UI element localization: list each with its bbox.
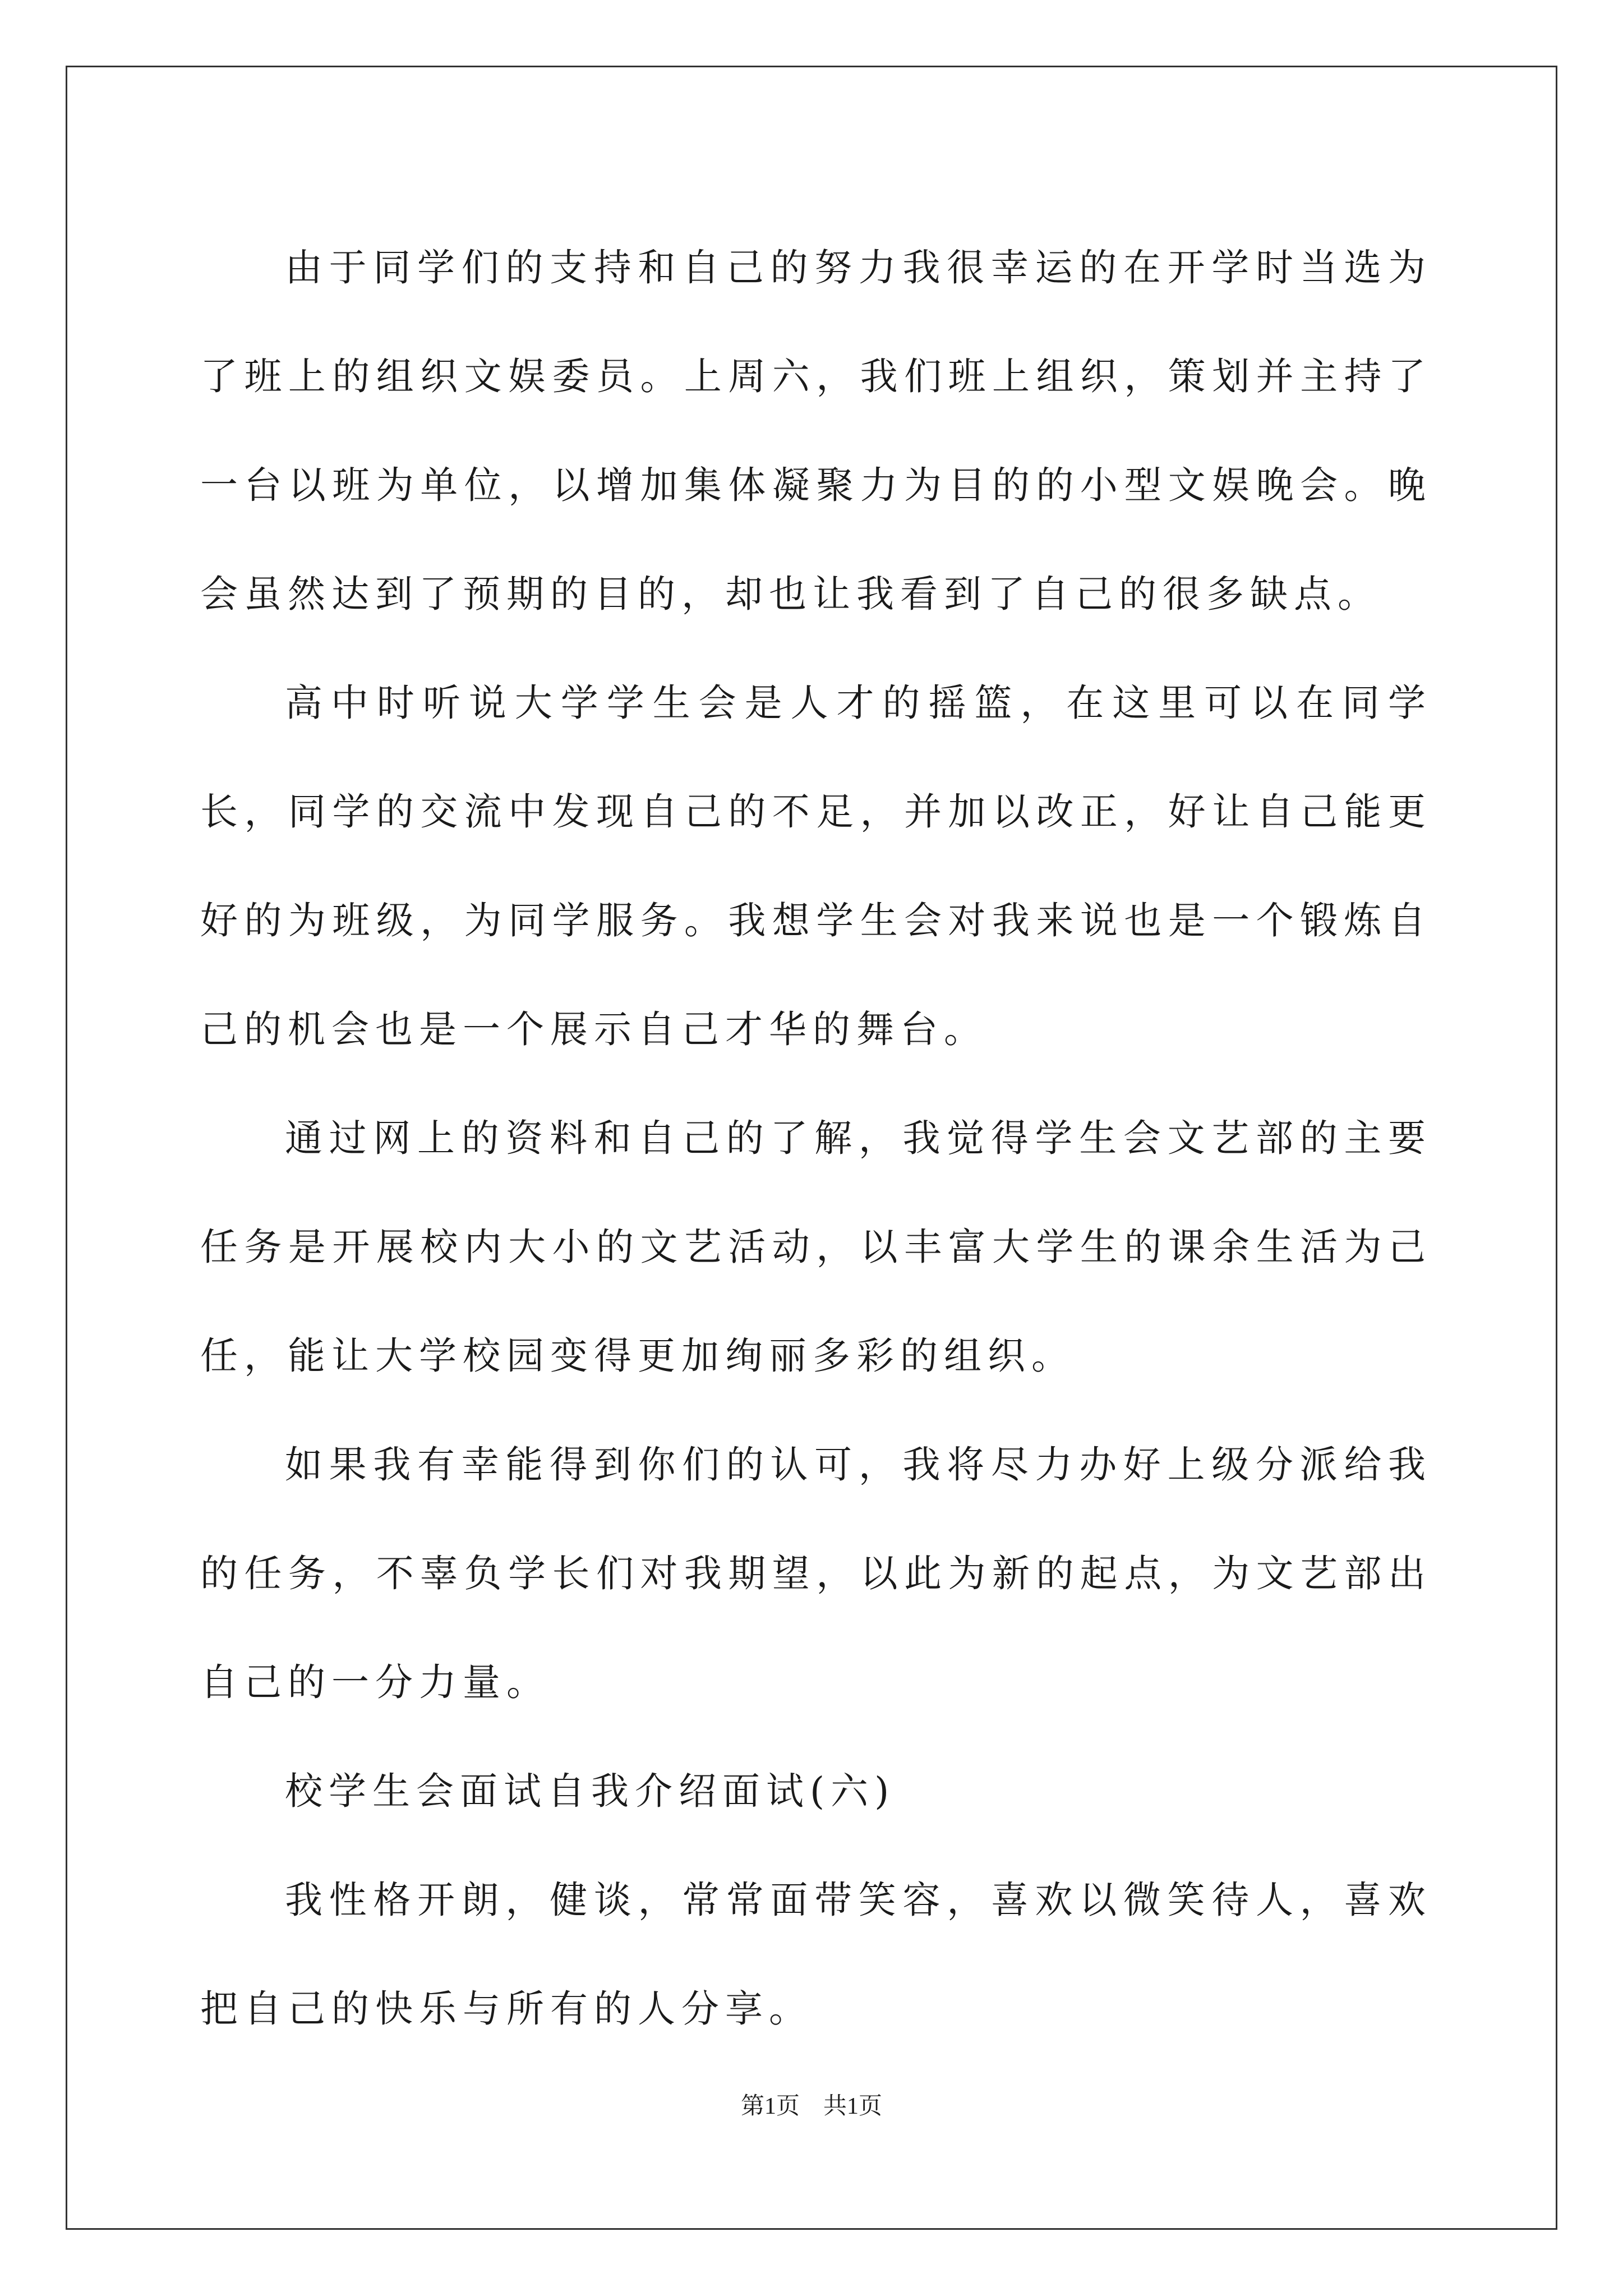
paragraph-2: 高中时听说大学学生会是人才的摇篮，在这里可以在同学长，同学的交流中发现自己的不足，并加以改正，好让自己能更好的为班级，为同学服务。我想学生会对我来说也是一个锻炼自己的机会也是一个展示自己才华的舞台。	[200, 681, 1432, 1051]
document-body	[200, 213, 1432, 2063]
page-number-footer: 第1页 共1页	[740, 2093, 882, 2119]
paragraph-5: 我性格开朗，健谈，常常面带笑容，喜欢以微笑待人，喜欢把自己的快乐与所有的人分享。	[200, 1878, 1432, 2031]
paragraph-1: 由于同学们的支持和自己的努力我很幸运的在开学时当选为了班上的组织文娱委员。上周六，我们班上组织，策划并主持了一台以班为单位，以增加集体凝聚力为目的的小型文娱晚会。晚会虽然达到了预期的目的，却也让我看到了自己的很多缺点。	[200, 246, 1432, 616]
section-heading: 校学生会面试自我介绍面试(六)	[285, 1769, 896, 1813]
paragraph-4: 如果我有幸能得到你们的认可，我将尽力办好上级分派给我的任务，不辜负学长们对我期望，以此为新的起点，为文艺部出自己的一分力量。	[200, 1443, 1432, 1704]
paragraph-3: 通过网上的资料和自己的了解，我觉得学生会文艺部的主要任务是开展校内大小的文艺活动，以丰富大学生的课余生活为己任，能让大学校园变得更加绚丽多彩的组织。	[200, 1116, 1432, 1378]
